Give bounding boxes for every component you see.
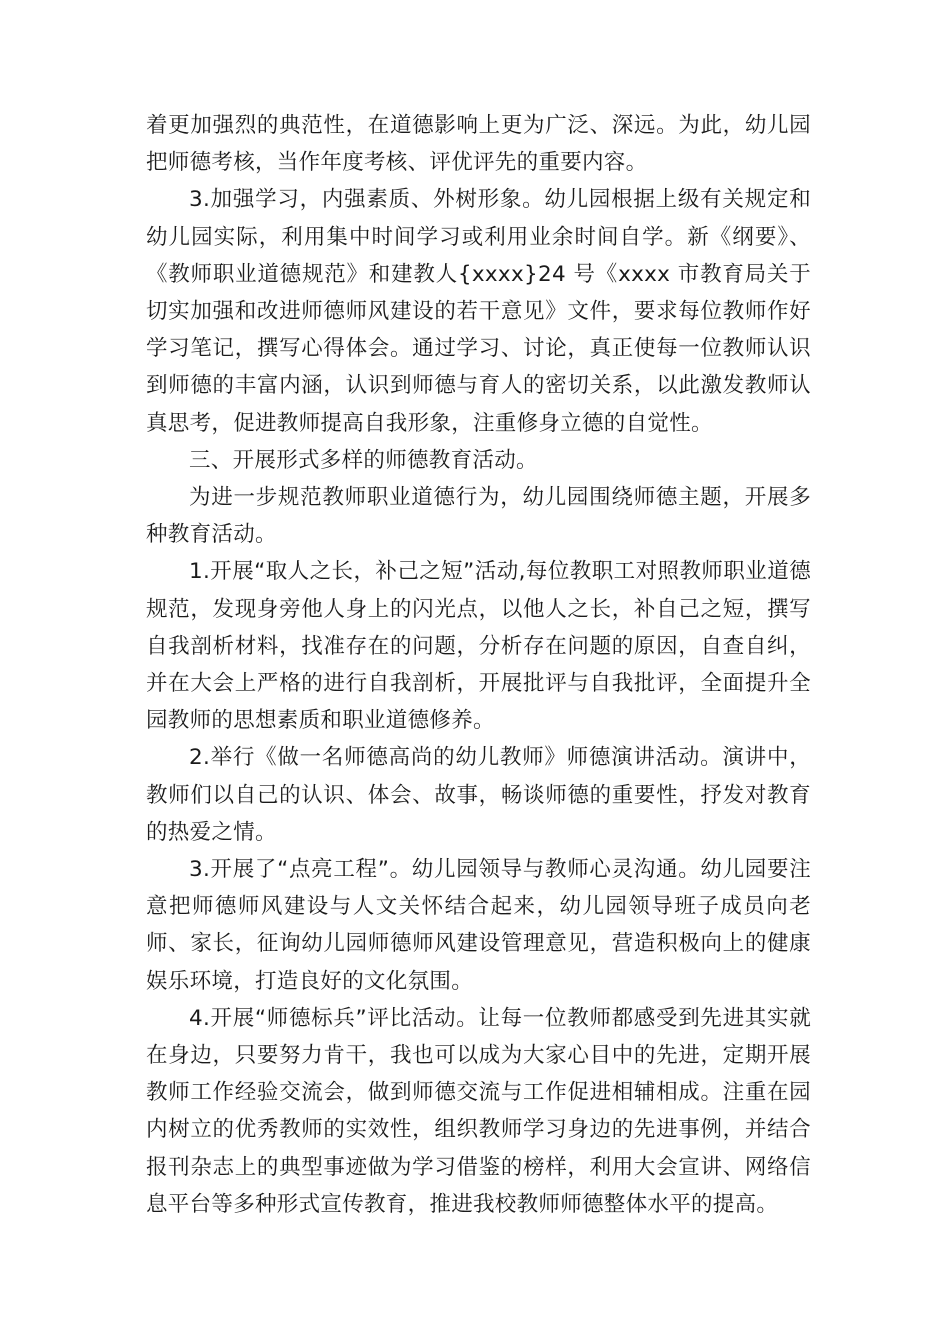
paragraph-intro-activities: 为进一步规范教师职业道德行为，幼儿园围绕师德主题，开展多种教育活动。 [146,485,811,548]
document-page [146,107,811,1223]
paragraph-activity-4: 4.开展“师德标兵”评比活动。让每一位教师都感受到先进其实就在身边，只要努力肯干，我也可以成为大家心目中的先进，定期开展教师工作经验交流会，做到师德交流与工作促进相辅相成。注重在园内树立的优秀教师的实效性，组织教师学习身边的先进事例，并结合报刊杂志上的典型事迹做为学习借鉴的榜样，利用大会宣讲、网络信息平台等多种形式宣传教育，推进我校教师师德整体水平的提高。 [146,1005,811,1217]
paragraph-activity-1: 1.开展“取人之长，补己之短”活动,每位教职工对照教师职业道德规范，发现身旁他人身上的闪光点，以他人之长，补自己之短，撰写自我剖析材料，找准存在的问题，分析存在问题的原因，自查自纠，并在大会上严格的进行自我剖析，开展批评与自我批评，全面提升全园教师的思想素质和职业道德修养。 [146,559,811,734]
paragraph-continuation: 着更加强烈的典范性，在道德影响上更为广泛、深远。为此，幼儿园把师德考核，当作年度考核、评优评先的重要内容。 [146,113,811,176]
paragraph-activity-3: 3.开展了“点亮工程”。幼儿园领导与教师心灵沟通。幼儿园要注意把师德师风建设与人文关怀结合起来，幼儿园领导班子成员向老师、家长，征询幼儿园师德师风建设管理意见，营造积极向上的健康娱乐环境，打造良好的文化氛围。 [146,857,811,994]
section-heading-activities: 三、开展形式多样的师德教育活动。 [189,447,538,473]
paragraph-strengthen-study: 3.加强学习，内强素质、外树形象。幼儿园根据上级有关规定和幼儿园实际，利用集中时间学习或利用业余时间自学。新《纲要》、《教师职业道德规范》和建教人{xxxx}24 号《xxxx 市教育局关于切实加强和改进师德师风建设的若干意见》文件，要求每位教师作好学习笔记，撰写心得体会。通过学习、讨论，真正使每一位教师认识到师德的丰富内涵，认识到师德与育人的密切关系，以此激发教师认真思考，促进教师提高自我形象，注重修身立德的自觉性。 [146,187,811,436]
paragraph-activity-2: 2.举行《做一名师德高尚的幼儿教师》师德演讲活动。演讲中，教师们以自己的认识、体会、故事，畅谈师德的重要性，抒发对教育的热爱之情。 [146,745,811,845]
